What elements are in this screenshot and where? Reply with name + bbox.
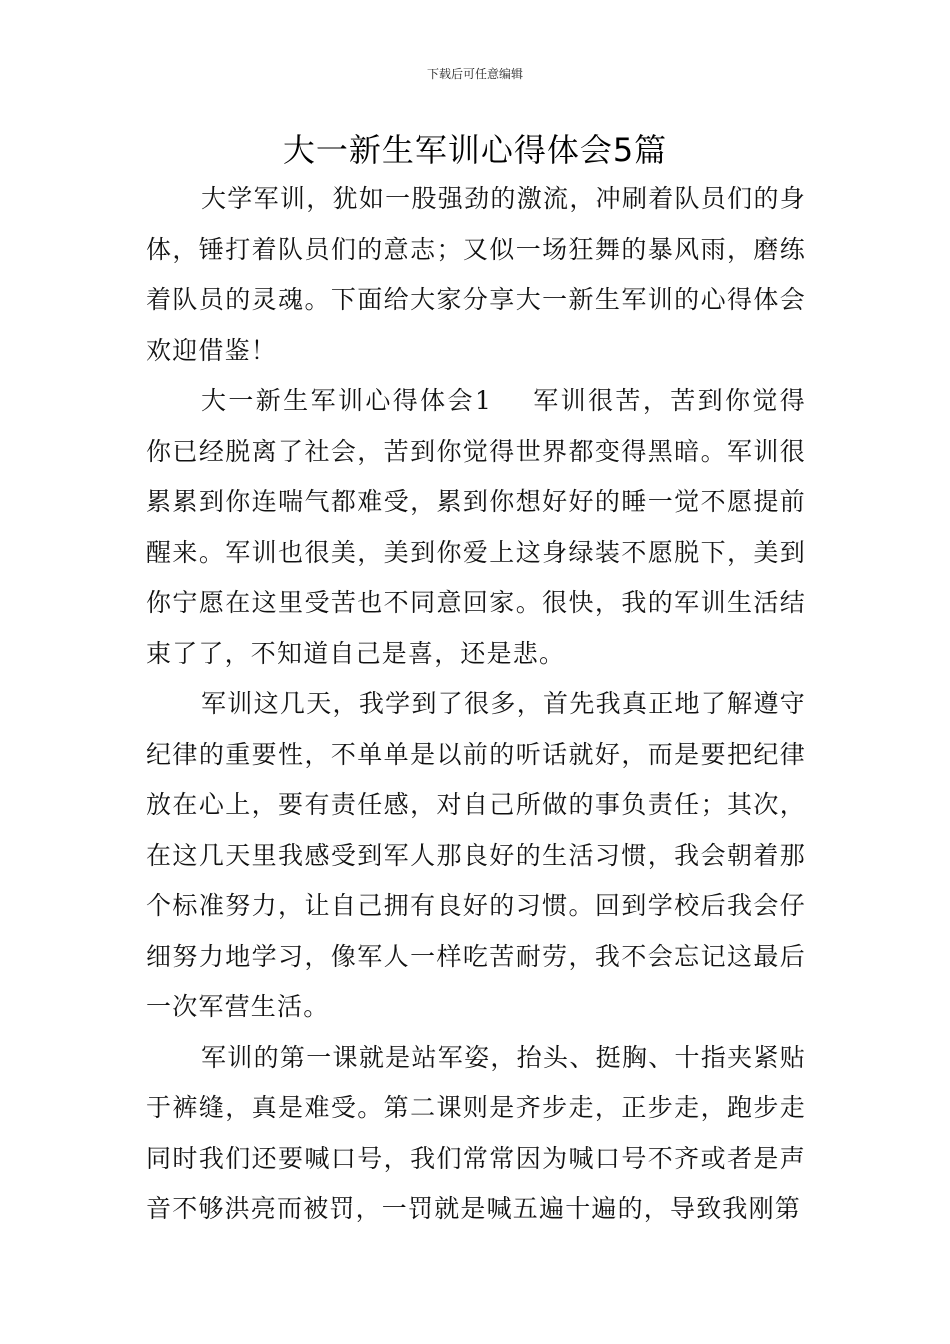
section-1-heading: 大一新生军训心得体会1 bbox=[201, 386, 493, 415]
header-note: 下载后可任意编辑 bbox=[426, 67, 523, 81]
paragraph-3: 军训这几天，我学到了很多，首先我真正地了解遵守纪律的重要性，不单单是以前的听话就好，而是要把纪律放在心上，要有责任感，对自己所做的事负责任；其次，在这几天里我感受到军人那良好的生活习惯，我会朝着那个标准努力，让自己拥有良好的习惯。回到学校后我会仔细努力地学习，像军人一样吃苦耐劳，我不会忘记这最后一次军营生活。 bbox=[146, 689, 806, 1021]
section-1-paragraph bbox=[146, 376, 806, 679]
paragraph-4: 军训的第一课就是站军姿，抬头、挺胸、十指夹紧贴于裤缝，真是难受。第二课则是齐步走，正步走，跑步走同时我们还要喊口号，我们常常因为喊口号不齐或者是声音不够洪亮而被罚，一罚就是喊五遍十遍的，导致我刚第 bbox=[146, 1042, 806, 1223]
document-title: 大一新生军训心得体会5篇 bbox=[282, 131, 668, 169]
intro-paragraph: 大学军训，犹如一股强劲的激流，冲刷着队员们的身体，锤打着队员们的意志；又似一场狂舞的暴风雨，磨练着队员的灵魂。下面给大家分享大一新生军训的心得体会欢迎借鉴！ bbox=[146, 184, 806, 365]
document-body bbox=[146, 174, 806, 1235]
section-1-text: 军训很苦，苦到你觉得你已经脱离了社会，苦到你觉得世界都变得黑暗。军训很累累到你连喘气都难受，累到你想好好的睡一觉不愿提前醒来。军训也很美，美到你爱上这身绿装不愿脱下，美到你宁愿在这里受苦也不同意回家。很快，我的军训生活结束了了，不知道自己是喜，还是悲。 bbox=[146, 386, 806, 668]
